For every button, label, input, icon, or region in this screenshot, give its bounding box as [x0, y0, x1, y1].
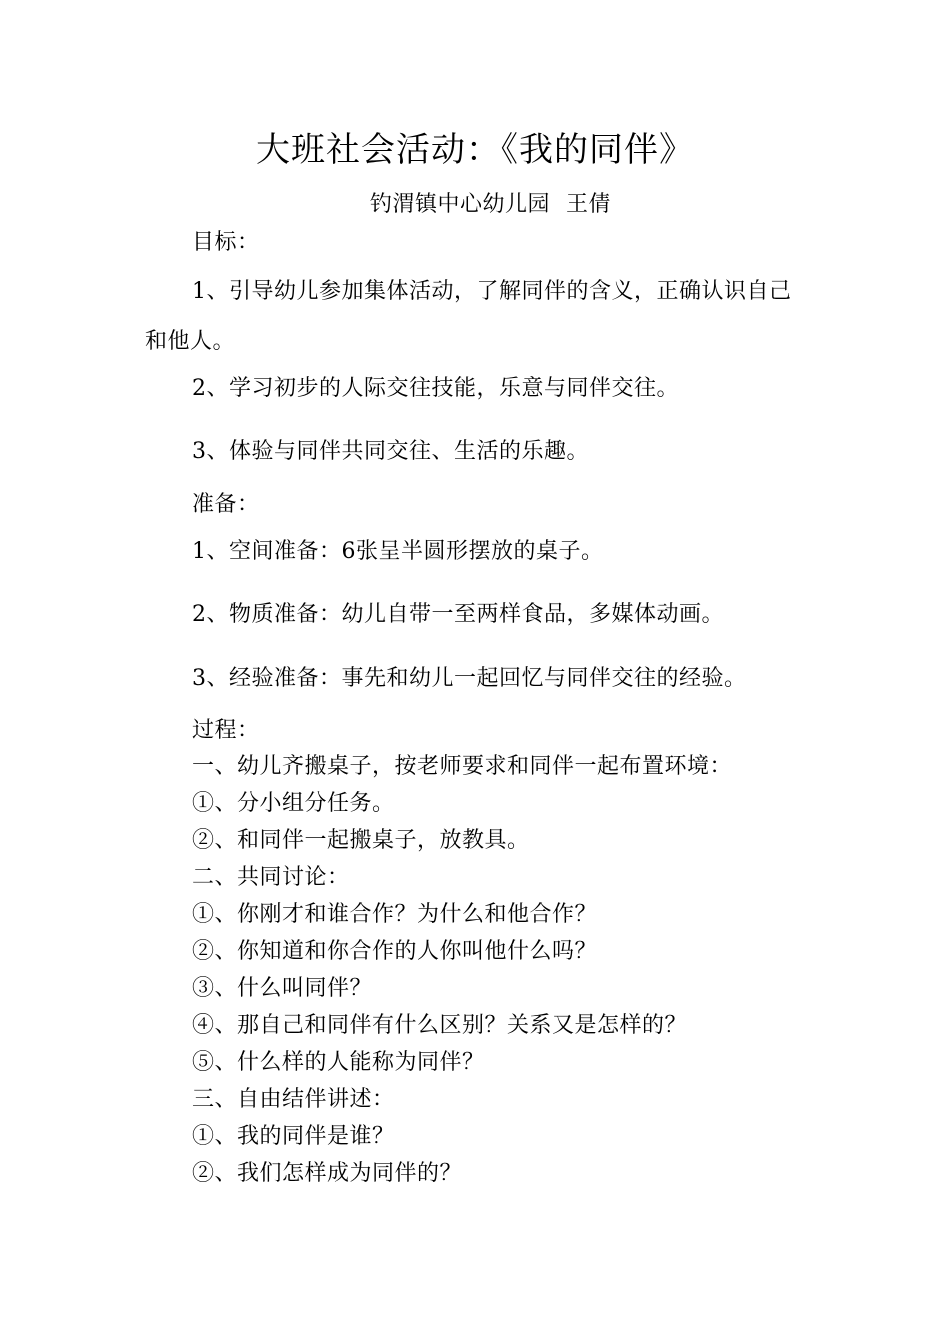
prep-item: 2、物质准备：幼儿自带一至两样食品，多媒体动画。: [192, 602, 724, 627]
process-item: ①、我的同伴是谁？: [192, 1124, 395, 1149]
author-name: 王倩: [566, 192, 612, 217]
author-org: 钓渭镇中心幼儿园: [370, 192, 551, 217]
process-item: ②、你知道和你合作的人你叫他什么吗？: [192, 939, 598, 964]
process-item: 二、共同讨论：: [192, 865, 350, 890]
goals-heading: 目标：: [192, 230, 260, 255]
process-item: ①、你刚才和谁合作？为什么和他合作？: [192, 902, 598, 927]
prep-item: 3、经验准备：事先和幼儿一起回忆与同伴交往的经验。: [192, 666, 747, 691]
author-line: [370, 190, 611, 220]
process-item: ②、我们怎样成为同伴的？: [192, 1161, 463, 1186]
document-title: 大班社会活动：《我的同伴》: [256, 130, 694, 170]
goal-item: 1、引导幼儿参加集体活动，了解同伴的含义，正确认识自己: [192, 279, 792, 304]
process-heading: 过程：: [192, 718, 260, 743]
process-item: ④、那自己和同伴有什么区别？关系又是怎样的？: [192, 1013, 688, 1038]
process-item: 一、幼儿齐搬桌子，按老师要求和同伴一起布置环境：: [192, 754, 733, 779]
prep-heading: 准备：: [192, 492, 260, 517]
process-item: 三、自由结伴讲述：: [192, 1087, 395, 1112]
process-item: ③、什么叫同伴？: [192, 976, 373, 1001]
goal-item-continued: 和他人。: [145, 329, 236, 354]
process-item: ①、分小组分任务。: [192, 791, 395, 816]
goal-item: 2、学习初步的人际交往技能，乐意与同伴交往。: [192, 376, 679, 401]
prep-item: 1、空间准备：6张呈半圆形摆放的桌子。: [192, 539, 604, 564]
goal-item: 3、体验与同伴共同交往、生活的乐趣。: [192, 439, 589, 464]
process-item: ⑤、什么样的人能称为同伴？: [192, 1050, 485, 1075]
process-item: ②、和同伴一起搬桌子，放教具。: [192, 828, 530, 853]
